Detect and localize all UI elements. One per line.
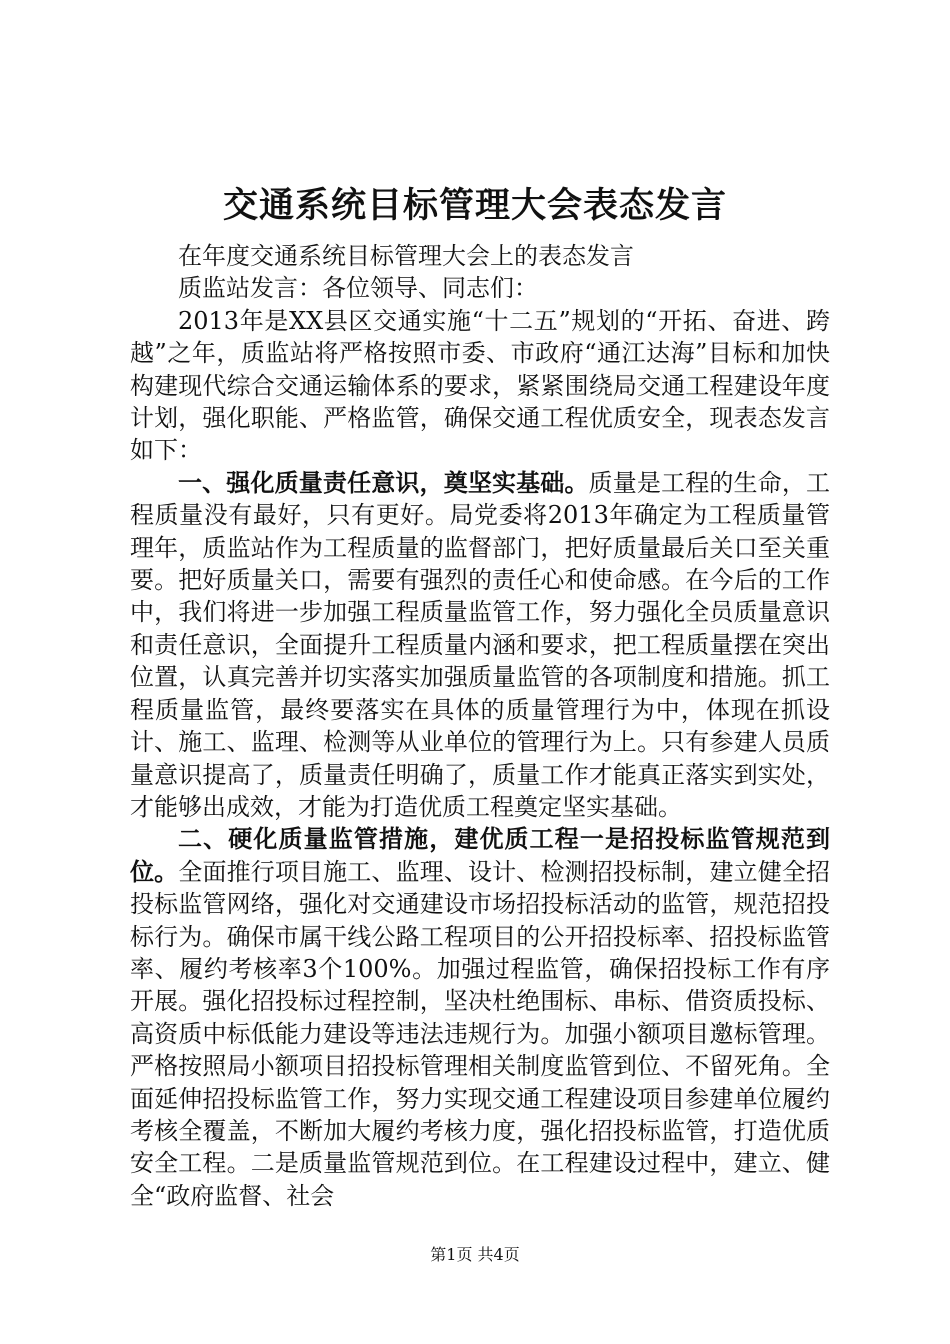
section-2-text: 全面推行项目施工、监理、设计、检测招投标制，建立健全招投标监管网络，强化对交通建设市场招投标活动的监管，规范招投标行为。确保市属干线公路工程项目的公开招投标率、招投标监管率、履约考核率3个100%。加强过程监管，确保招投标工作有序开展。强化招投标过程控制，坚决杜绝围标、串标、借资质投标、高资质中标低能力建设等违法违规行为。加强小额项目邀标管理。严格按照局小额项目招投标管理相关制度监管到位、不留死角。全面延伸招投标监管工作，努力实现交通工程建设项目参建单位履约考核全覆盖，不断加大履约考核力度，强化招投标监管，打造优质安全工程。二是质量监管规范到位。在工程建设过程中，建立、健全“政府监督、社会: [130, 857, 831, 1210]
section-1-heading: 一、强化质量责任意识，奠坚实基础。: [178, 467, 589, 497]
intro-paragraph: 2013年是XX县区交通实施“十二五”规划的“开拓、奋进、跨越”之年，质监站将严格按照市委、市政府“通江达海”目标和加快构建现代综合交通运输体系的要求，紧紧围绕局交通工程建设年度计划，强化职能、严格监管，确保交通工程优质安全，现表态发言如下：: [130, 306, 830, 465]
greeting-paragraph: 质监站发言：各位领导、同志们：: [178, 274, 538, 303]
section-2-paragraph: [130, 823, 830, 1212]
section-2-heading: 二、硬化质量监管措施，建优质工程一是招投标监管规范到位。: [130, 824, 830, 886]
section-1-text: 质量是工程的生命，工程质量没有最好，只有更好。局党委将2013年确定为工程质量管理年，质监站作为工程质量的监督部门，把好质量最后关口至关重要。把好质量关口，需要有强烈的责任心和使命感。在今后的工作中，我们将进一步加强工程质量监管工作，努力强化全员质量意识和责任意识，全面提升工程质量内涵和要求，把工程质量摆在突出位置，认真完善并切实落实加强质量监管的各项制度和措施。抓工程质量监管，最终要落实在具体的质量管理行为中，体现在抓设计、施工、监理、检测等从业单位的管理行为上。只有参建人员质量意识提高了，质量责任明确了，质量工作才能真正落实到实处，才能够出成效，才能为打造优质工程奠定坚实基础。: [130, 468, 831, 821]
subtitle-paragraph: 在年度交通系统目标管理大会上的表态发言: [178, 242, 634, 270]
page-footer: 第1页 共4页: [430, 1245, 520, 1264]
document-body: [130, 240, 830, 1212]
section-1-paragraph: [130, 467, 830, 823]
document-title: 交通系统目标管理大会表态发言: [222, 185, 727, 226]
